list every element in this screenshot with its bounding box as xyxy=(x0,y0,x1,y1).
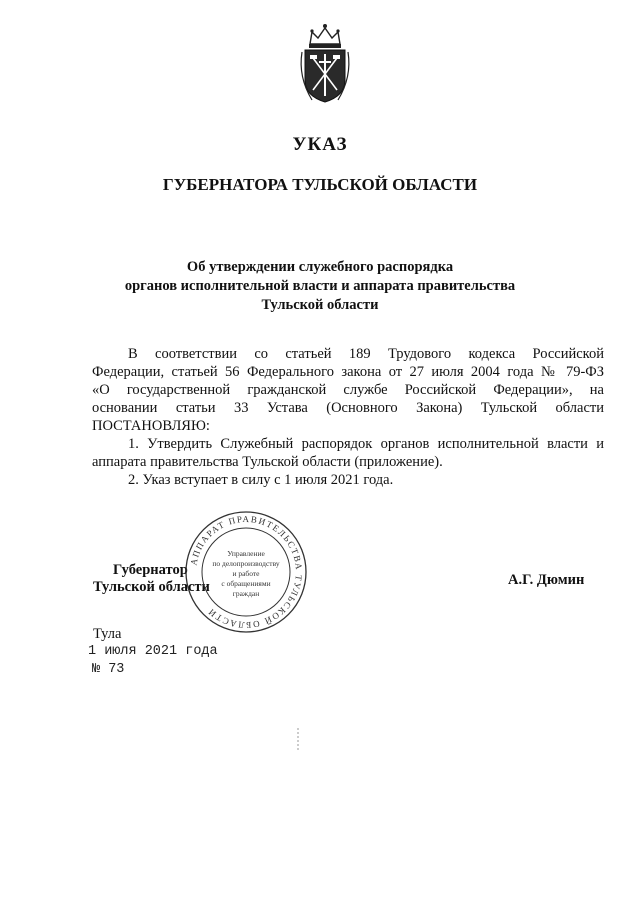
scan-mark xyxy=(296,728,300,750)
document-number: № 73 xyxy=(92,662,125,677)
stamp-ring-text: АППАРАТ ПРАВИТЕЛЬСТВА ТУЛЬСКОЙ ОБЛАСТИ xyxy=(188,513,305,631)
signer-position-line-2: Тульской области xyxy=(93,579,210,595)
signer-name: А.Г. Дюмин xyxy=(508,572,585,588)
issue-date: 1 июля 2021 года xyxy=(88,644,218,659)
stamp-center-line: по делопроизводству xyxy=(212,559,280,568)
preamble-line: Федерации, статьей 56 Федерального закона от 27 июля 2004 года № 79-ФЗ xyxy=(92,364,604,380)
subject-line: Об утверждении служебного распорядка xyxy=(186,259,454,275)
stamp-center-line: граждан xyxy=(232,589,260,598)
signer-position-line-1: Губернатор xyxy=(113,562,188,578)
item-2: 2. Указ вступает в силу с 1 июля 2021 года. xyxy=(128,472,394,488)
preamble-line: «О государственной гражданской службе Российской Федерации», на xyxy=(92,382,604,398)
preamble-line: В соответствии со статьей 189 Трудового кодекса Российской xyxy=(128,346,604,362)
document-issuer: ГУБЕРНАТОРА ТУЛЬСКОЙ ОБЛАСТИ xyxy=(162,175,478,194)
preamble-line: основании статьи 33 Устава (Основного Закона) Тульской области xyxy=(92,400,604,416)
subject-line: органов исполнительной власти и аппарата правительства xyxy=(124,278,516,294)
document-body xyxy=(92,345,604,489)
stamp-center-line: Управление xyxy=(227,549,265,558)
stamp-center-line: с обращениями xyxy=(221,579,271,588)
issue-place: Тула xyxy=(93,626,122,642)
stamp-center-line: и работе xyxy=(232,569,260,578)
preamble-line: ПОСТАНОВЛЯЮ: xyxy=(92,418,210,434)
tula-coat-of-arms-icon xyxy=(296,22,354,106)
subject-line: Тульской области xyxy=(261,297,379,313)
document-title: УКАЗ xyxy=(292,134,348,155)
item-1-line: 1. Утвердить Служебный распорядок органов исполнительной власти и xyxy=(128,436,604,452)
item-1-line: аппарата правительства Тульской области (приложение). xyxy=(92,454,443,470)
official-stamp xyxy=(184,510,308,634)
document-subject xyxy=(100,258,540,315)
